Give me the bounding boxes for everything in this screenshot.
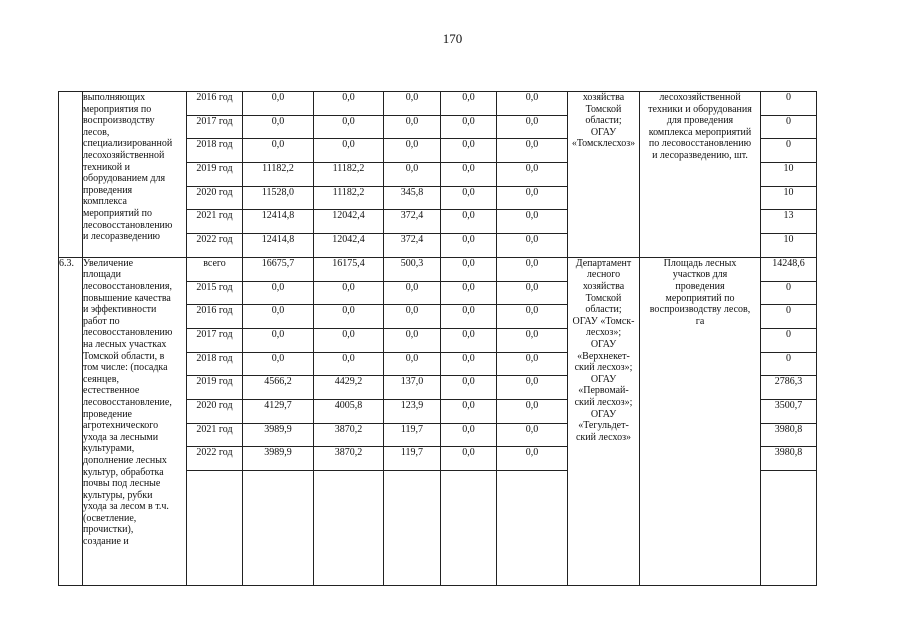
value-cell: 0,0 — [497, 257, 568, 281]
year-cell: 2022 год — [187, 234, 243, 258]
text-line: «Тегульдет- — [578, 420, 629, 432]
responsible-executor — [568, 92, 640, 258]
value-cell: 119,7 — [384, 423, 441, 447]
year-cell: 2016 год — [187, 92, 243, 116]
text-line: почвы под лесные — [83, 478, 161, 490]
value-cell: 0,0 — [384, 352, 441, 376]
indicator-value: 10 — [761, 163, 817, 187]
text-line: оборудованием для — [83, 173, 166, 185]
year-cell: 2018 год — [187, 352, 243, 376]
indicator-value: 3980,8 — [761, 423, 817, 447]
value-cell: 0,0 — [384, 281, 441, 305]
total-cell: 0,0 — [243, 115, 314, 139]
value-cell: 0,0 — [497, 234, 568, 258]
value-cell: 0,0 — [497, 186, 568, 210]
value-cell: 0,0 — [497, 447, 568, 471]
value-cell: 0,0 — [497, 139, 568, 163]
value-cell: 0,0 — [314, 139, 384, 163]
text-line: участков для — [672, 269, 728, 281]
text-line: по лесовосстановлению — [648, 138, 752, 150]
value-cell: 0,0 — [384, 92, 441, 116]
value-cell: 0,0 — [441, 92, 497, 116]
value-cell: 11182,2 — [314, 163, 384, 187]
text-line: хозяйства — [582, 281, 625, 292]
value-cell: 12042,4 — [314, 210, 384, 234]
text-line: работ по — [83, 315, 120, 327]
total-cell: 12414,8 — [243, 210, 314, 234]
value-cell: 0,0 — [441, 115, 497, 139]
year-cell: 2019 год — [187, 376, 243, 400]
text-line: области; — [585, 304, 622, 316]
text-line: Площадь лесных — [663, 257, 737, 269]
indicator-value: 2786,3 — [761, 376, 817, 400]
empty-cell — [384, 471, 441, 586]
text-line: «Верхнекет- — [577, 350, 630, 362]
indicator-value: 3500,7 — [761, 399, 817, 423]
section-1-body — [59, 92, 817, 258]
total-cell: 11528,0 — [243, 186, 314, 210]
text-line: выполняющих — [83, 92, 146, 103]
text-line: ский лесхоз»; — [574, 396, 633, 408]
indicator-value: 0 — [761, 281, 817, 305]
indicator-value: 14248,6 — [761, 257, 817, 281]
text-line: «Томсклесхоз» — [571, 138, 636, 150]
value-cell: 0,0 — [497, 376, 568, 400]
activity-description — [83, 257, 187, 585]
text-line: ухода за лесом в т.ч. — [83, 501, 169, 513]
total-cell: 11182,2 — [243, 163, 314, 187]
text-line: проведения — [83, 184, 133, 196]
text-line: специализированной — [83, 138, 173, 150]
year-cell: 2019 год — [187, 163, 243, 187]
total-cell: 3989,9 — [243, 423, 314, 447]
text-line: проведения — [675, 281, 725, 292]
text-line: га — [695, 315, 705, 327]
total-cell: 3989,9 — [243, 447, 314, 471]
value-cell: 16175,4 — [314, 257, 384, 281]
indicator-value: 0 — [761, 352, 817, 376]
value-cell: 0,0 — [497, 92, 568, 116]
text-line: сеянцев, — [83, 373, 119, 385]
text-line: Томской области, в — [83, 350, 165, 362]
text-line: техникой и — [83, 161, 130, 173]
text-line: Увеличение — [83, 257, 134, 269]
value-cell: 0,0 — [314, 352, 384, 376]
year-cell: 2018 год — [187, 139, 243, 163]
text-line: Томской — [585, 103, 622, 115]
value-cell: 4005,8 — [314, 399, 384, 423]
value-cell: 0,0 — [314, 328, 384, 352]
text-line: ухода за лесными — [83, 431, 159, 443]
text-line: площади — [83, 269, 121, 281]
text-line: том числе: (посадка — [83, 362, 168, 374]
text-line: ОГАУ — [590, 408, 617, 420]
indicator-value: 3980,8 — [761, 447, 817, 471]
page-number: 170 — [442, 31, 463, 46]
value-cell: 0,0 — [497, 399, 568, 423]
text-line: и эффективности — [83, 304, 157, 316]
year-cell: всего — [187, 257, 243, 281]
text-line: области; — [585, 115, 622, 127]
value-cell: 3870,2 — [314, 447, 384, 471]
year-cell: 2017 год — [187, 115, 243, 139]
text-line: (осветление, — [83, 512, 137, 524]
text-line: лесовосстановлению — [83, 219, 173, 231]
value-cell: 0,0 — [314, 92, 384, 116]
text-line: ОГАУ — [590, 338, 617, 350]
text-line: мероприятий по — [665, 292, 735, 304]
total-cell: 0,0 — [243, 352, 314, 376]
empty-cell — [761, 471, 817, 586]
total-cell: 12414,8 — [243, 234, 314, 258]
text-line: естественное — [83, 385, 140, 397]
text-line: ОГАУ — [590, 126, 617, 138]
text-line: ОГАУ «Томск- — [572, 315, 635, 327]
value-cell: 0,0 — [441, 328, 497, 352]
year-cell: 2021 год — [187, 423, 243, 447]
value-cell: 0,0 — [441, 186, 497, 210]
text-line: на лесных участках — [83, 338, 167, 350]
value-cell: 0,0 — [314, 281, 384, 305]
empty-cell — [314, 471, 384, 586]
value-cell: 0,0 — [441, 257, 497, 281]
text-line: культурами, — [83, 443, 135, 455]
value-cell: 0,0 — [497, 281, 568, 305]
text-line: Томской — [585, 292, 622, 304]
activity-number — [59, 92, 83, 258]
program-activities-table — [58, 91, 817, 586]
value-cell: 0,0 — [441, 352, 497, 376]
value-cell: 500,3 — [384, 257, 441, 281]
activity-number: 6.3. — [59, 257, 83, 585]
value-cell: 0,0 — [497, 305, 568, 329]
value-cell: 137,0 — [384, 376, 441, 400]
value-cell: 0,0 — [384, 328, 441, 352]
value-cell: 0,0 — [441, 163, 497, 187]
value-cell: 0,0 — [384, 305, 441, 329]
total-cell: 0,0 — [243, 139, 314, 163]
value-cell: 0,0 — [497, 328, 568, 352]
text-line: ский лесхоз» — [575, 431, 632, 443]
table-row — [59, 92, 817, 116]
total-cell: 0,0 — [243, 305, 314, 329]
text-line: хозяйства — [582, 92, 625, 103]
value-cell: 0,0 — [497, 210, 568, 234]
year-cell: 2022 год — [187, 447, 243, 471]
section-2-body — [59, 257, 817, 585]
text-line: лесного — [586, 269, 621, 281]
year-cell: 2020 год — [187, 186, 243, 210]
indicator-value: 0 — [761, 139, 817, 163]
indicator-value: 0 — [761, 92, 817, 116]
text-line: воспроизводству — [83, 115, 155, 127]
text-line: для проведения — [666, 115, 734, 127]
total-cell: 16675,7 — [243, 257, 314, 281]
text-line: прочистки), — [83, 524, 134, 536]
indicator-name — [640, 257, 761, 585]
value-cell: 123,9 — [384, 399, 441, 423]
value-cell: 0,0 — [384, 139, 441, 163]
year-cell: 2015 год — [187, 281, 243, 305]
year-cell: 2016 год — [187, 305, 243, 329]
text-line: агротехнического — [83, 420, 159, 432]
value-cell: 0,0 — [441, 305, 497, 329]
empty-cell — [187, 471, 243, 586]
text-line: лесовосстановления, — [83, 281, 172, 292]
indicator-value: 10 — [761, 234, 817, 258]
value-cell: 0,0 — [441, 210, 497, 234]
responsible-executor — [568, 257, 640, 585]
text-line: лесохозяйственной — [659, 92, 741, 103]
value-cell: 0,0 — [314, 115, 384, 139]
text-line: Департамент — [575, 257, 632, 269]
indicator-name — [640, 92, 761, 258]
indicator-value: 13 — [761, 210, 817, 234]
year-cell: 2017 год — [187, 328, 243, 352]
total-cell: 0,0 — [243, 92, 314, 116]
activity-description — [83, 92, 187, 258]
text-line: лесовосстановлению — [83, 327, 173, 339]
empty-cell — [243, 471, 314, 586]
value-cell: 119,7 — [384, 447, 441, 471]
value-cell: 0,0 — [497, 352, 568, 376]
text-line: воспроизводству лесов, — [649, 304, 751, 316]
text-line: культур, обработка — [83, 466, 164, 478]
empty-cell — [497, 471, 568, 586]
text-line: культуры, рубки — [83, 489, 153, 501]
value-cell: 0,0 — [441, 234, 497, 258]
text-line: лесовосстановление, — [83, 396, 172, 408]
table-row — [59, 257, 817, 281]
text-line: ОГАУ — [590, 373, 617, 385]
text-line: проведение — [83, 408, 132, 420]
value-cell: 4429,2 — [314, 376, 384, 400]
text-line: лесов, — [83, 126, 110, 138]
value-cell: 0,0 — [314, 305, 384, 329]
empty-cell — [441, 471, 497, 586]
value-cell: 0,0 — [384, 115, 441, 139]
value-cell: 372,4 — [384, 234, 441, 258]
value-cell: 11182,2 — [314, 186, 384, 210]
value-cell: 372,4 — [384, 210, 441, 234]
indicator-value: 0 — [761, 305, 817, 329]
total-cell: 0,0 — [243, 281, 314, 305]
year-cell: 2020 год — [187, 399, 243, 423]
value-cell: 0,0 — [384, 163, 441, 187]
value-cell: 0,0 — [441, 376, 497, 400]
text-line: повышение качества — [83, 292, 171, 304]
text-line: ский лесхоз»; — [574, 362, 633, 374]
text-line: дополнение лесных — [83, 454, 167, 466]
value-cell: 0,0 — [497, 163, 568, 187]
total-cell: 0,0 — [243, 328, 314, 352]
text-line: создание и — [83, 536, 129, 548]
total-cell: 4566,2 — [243, 376, 314, 400]
text-line: и лесоразведению, шт. — [652, 149, 748, 161]
indicator-value: 0 — [761, 115, 817, 139]
value-cell: 0,0 — [441, 447, 497, 471]
value-cell: 345,8 — [384, 186, 441, 210]
value-cell: 0,0 — [497, 115, 568, 139]
text-line: мероприятий по — [83, 207, 152, 219]
indicator-value: 10 — [761, 186, 817, 210]
value-cell: 0,0 — [441, 423, 497, 447]
text-line: комплекса мероприятий — [648, 126, 752, 138]
text-line: комплекса — [83, 196, 127, 208]
text-line: и лесоразведению — [83, 231, 161, 243]
text-line: техники и оборудования — [648, 103, 752, 115]
text-line: лесхоз»; — [585, 327, 622, 339]
value-cell: 12042,4 — [314, 234, 384, 258]
value-cell: 0,0 — [441, 399, 497, 423]
indicator-value: 0 — [761, 328, 817, 352]
text-line: мероприятия по — [83, 103, 152, 115]
text-line: лесохозяйственной — [83, 149, 165, 161]
value-cell: 0,0 — [441, 139, 497, 163]
value-cell: 0,0 — [441, 281, 497, 305]
text-line: «Первомай- — [578, 385, 629, 397]
value-cell: 0,0 — [497, 423, 568, 447]
value-cell: 3870,2 — [314, 423, 384, 447]
year-cell: 2021 год — [187, 210, 243, 234]
total-cell: 4129,7 — [243, 399, 314, 423]
